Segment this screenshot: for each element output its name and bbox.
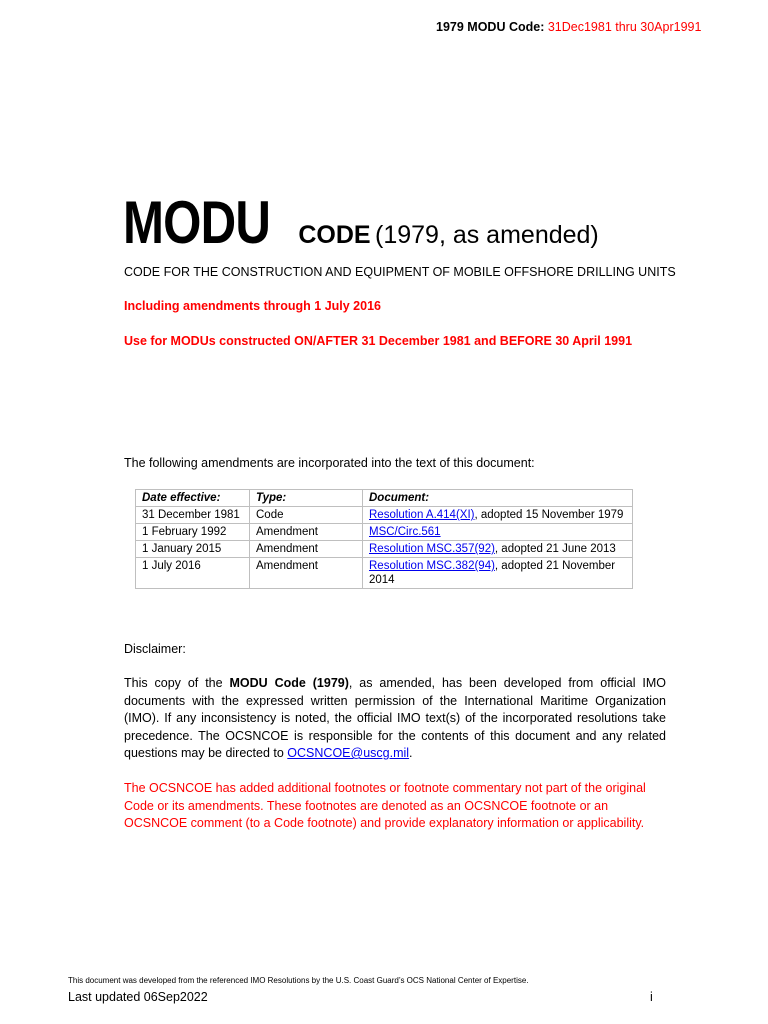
amendments-through-note: Including amendments through 1 July 2016 — [124, 299, 381, 313]
cell-document — [363, 541, 633, 558]
disclaimer-paragraph — [124, 675, 666, 763]
table-row — [136, 524, 633, 541]
title-code: CODE — [298, 221, 371, 249]
cell-type: Amendment — [250, 558, 363, 589]
table-row — [136, 541, 633, 558]
document-title — [123, 189, 599, 256]
applicability-note: Use for MODUs constructed ON/AFTER 31 December 1981 and BEFORE 30 April 1991 — [124, 334, 633, 348]
col-header-date: Date effective: — [136, 490, 250, 507]
disclaimer-text-end: . — [409, 746, 413, 760]
page-header — [436, 20, 701, 34]
col-header-document: Document: — [363, 490, 633, 507]
amendments-table — [135, 489, 633, 589]
disclaimer-text-b: , as amended, has been developed from official IMO documents with the expressed written permission of the International Maritime Organization (IMO). If any inconsistency is noted, the official IMO text(s) of the incorporated resolutions take precedence. The OCSNCOE is responsible for the contents of this document and any related questions may be directed to — [124, 676, 666, 760]
footer-last-updated: Last updated 06Sep2022 — [68, 990, 208, 1004]
disclaimer-heading: Disclaimer: — [124, 642, 186, 656]
document-detail: , adopted 21 June 2013 — [494, 543, 616, 555]
contact-email-link[interactable]: OCSNCOE@uscg.mil — [287, 746, 410, 760]
cell-date: 1 February 1992 — [136, 524, 250, 541]
document-subtitle: CODE FOR THE CONSTRUCTION AND EQUIPMENT OF MOBILE OFFSHORE DRILLING UNITS — [124, 265, 676, 279]
table-header-row — [136, 490, 633, 507]
table-row — [136, 558, 633, 589]
cell-type: Amendment — [250, 524, 363, 541]
header-prefix: 1979 MODU Code: — [436, 20, 545, 34]
document-link[interactable]: Resolution MSC.357(92) — [369, 543, 495, 555]
disclaimer-text-a: This copy of the — [124, 676, 230, 690]
footer-source-note: This document was developed from the referenced IMO Resolutions by the U.S. Coast Guard’s OCS National Center of Expertise. — [68, 976, 529, 985]
document-link[interactable]: MSC/Circ.561 — [369, 526, 441, 538]
title-modu: MODU — [123, 189, 271, 256]
cell-document — [363, 524, 633, 541]
document-link[interactable]: Resolution MSC.382(94) — [369, 560, 495, 572]
ocsncoe-footnote-note: The OCSNCOE has added additional footnotes or footnote commentary not part of the original Code or its amendments. These footnotes are denoted as an OCSNCOE footnote or an OCSNCOE comment (to a Code footnote) and provide explanatory information or applicability. — [124, 781, 646, 830]
amendments-intro: The following amendments are incorporated into the text of this document: — [124, 456, 535, 470]
table-row — [136, 507, 633, 524]
cell-date: 1 January 2015 — [136, 541, 250, 558]
cell-document — [363, 558, 633, 589]
cell-type: Code — [250, 507, 363, 524]
disclaimer-code-name: MODU Code (1979) — [229, 676, 349, 690]
document-detail: , adopted 15 November 1979 — [474, 509, 624, 521]
col-header-type: Type: — [250, 490, 363, 507]
cell-document — [363, 507, 633, 524]
cell-date: 1 July 2016 — [136, 558, 250, 589]
header-dates: 31Dec1981 thru 30Apr1991 — [547, 20, 702, 34]
cell-type: Amendment — [250, 541, 363, 558]
document-link[interactable]: Resolution A.414(XI) — [369, 509, 475, 521]
title-rest: (1979, as amended) — [375, 221, 599, 249]
document-detail: , adopted 21 November 2014 — [369, 560, 616, 586]
cell-date: 31 December 1981 — [136, 507, 250, 524]
page-number: i — [650, 990, 653, 1004]
